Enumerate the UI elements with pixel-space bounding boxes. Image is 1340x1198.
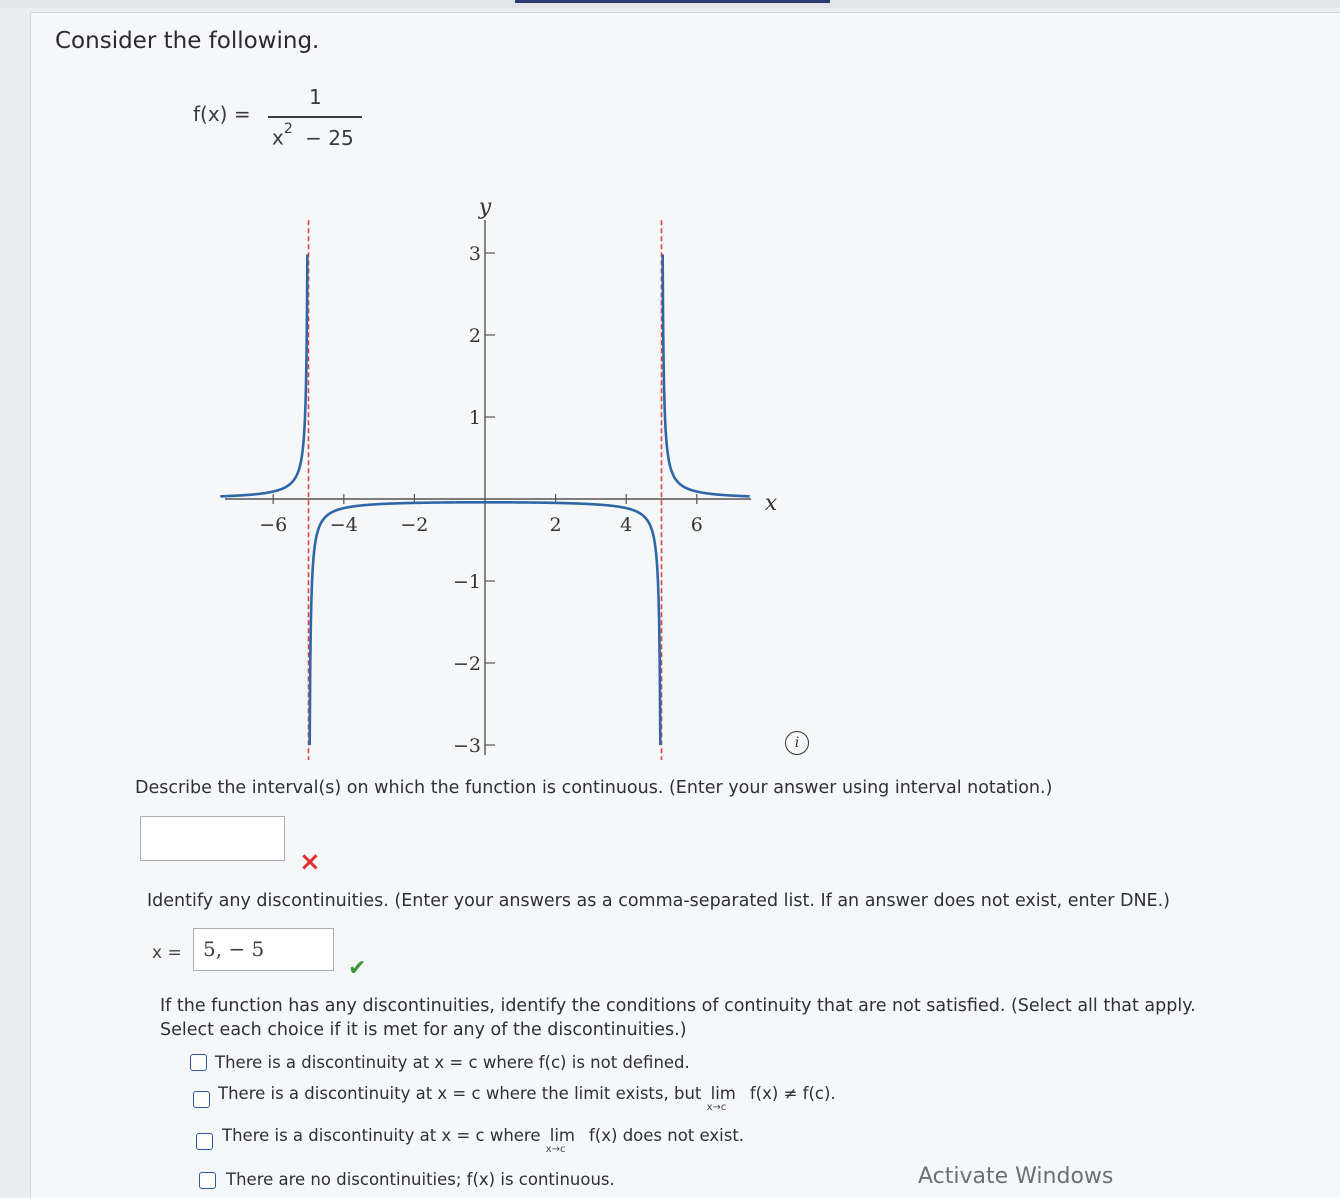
option-limit-dne-label [222,1126,745,1155]
lim-text: lim [549,1126,575,1145]
option-limit-not-equal-label [218,1084,836,1113]
denominator-exponent: 2 [283,121,293,137]
incorrect-icon [299,849,321,875]
limit-notation [706,1084,745,1113]
x-tick-label: 2 [549,514,562,536]
top-bar [0,0,1340,8]
x-axis-label: x [764,491,778,516]
correct-icon [348,958,366,980]
x-equals-label: x = [152,943,182,963]
function-lhs: f(x) = [193,102,251,126]
option-fc-undefined-checkbox[interactable] [190,1054,207,1071]
active-tab-indicator [515,0,830,3]
curve-left-branch [220,255,307,497]
intro-text: Consider the following. [55,28,320,54]
discontinuities-value: 5, − 5 [203,937,265,961]
option-no-discontinuities-label: There are no discontinuities; f(x) is continuous. [226,1170,615,1189]
option-3-text-a: There is a discontinuity at x = c where [222,1126,541,1145]
y-tick-label: −1 [452,571,481,593]
denominator-rest: − 25 [305,125,354,150]
option-no-discontinuities-checkbox[interactable] [199,1172,216,1189]
discontinuities-input[interactable] [193,928,334,971]
continuity-interval-input[interactable] [140,816,285,861]
option-3-text-b: f(x) does not exist. [589,1126,745,1145]
y-tick-label: 2 [468,325,481,347]
x-tick-label: −2 [400,514,429,536]
q2-prompt: Identify any discontinuities. (Enter your answers as a comma-separated list. If an answer does not exist, enter DNE.) [147,891,1170,911]
q3-prompt-line2: Select each choice if it is met for any of the discontinuities.) [160,1020,687,1040]
x-tick-label: −6 [259,514,288,536]
option-limit-not-equal-checkbox[interactable] [193,1091,210,1108]
q3-prompt-line1: If the function has any discontinuities, identify the conditions of continuity that are not satisfied. (Select all that apply. [160,996,1196,1016]
activate-windows-watermark: Activate Windows [918,1164,1114,1189]
incorrect-mark: × [299,847,321,877]
option-2-text-b: f(x) ≠ f(c). [749,1084,836,1103]
y-tick-label: −3 [452,735,481,757]
lim-subscript: x→c [545,1144,566,1155]
x-tick-label: 6 [690,514,703,536]
curve-right-branch [663,255,750,497]
option-limit-dne-checkbox[interactable] [196,1133,213,1150]
y-tick-label: −2 [452,653,481,675]
correct-mark: ✔ [348,956,367,981]
y-tick-label: 1 [468,407,481,429]
function-numerator: 1 [309,85,322,109]
info-icon[interactable]: i [785,731,809,755]
y-axis-label: y [478,195,492,220]
q1-prompt: Describe the interval(s) on which the function is continuous. (Enter your answer using interval notation.) [135,778,1053,798]
denominator-base: x [272,125,284,150]
y-tick-label: 3 [468,243,481,265]
fraction-bar [268,116,362,118]
option-fc-undefined-label: There is a discontinuity at x = c where f(c) is not defined. [215,1053,690,1072]
x-tick-label: 4 [620,514,633,536]
lim-text: lim [710,1084,736,1103]
x-tick-label: −4 [329,514,358,536]
lim-subscript: x→c [706,1102,727,1113]
function-denominator [272,121,354,150]
function-graph [215,190,795,760]
limit-notation [545,1126,584,1155]
option-2-text-a: There is a discontinuity at x = c where the limit exists, but [218,1084,702,1103]
graph-svg [215,190,795,760]
